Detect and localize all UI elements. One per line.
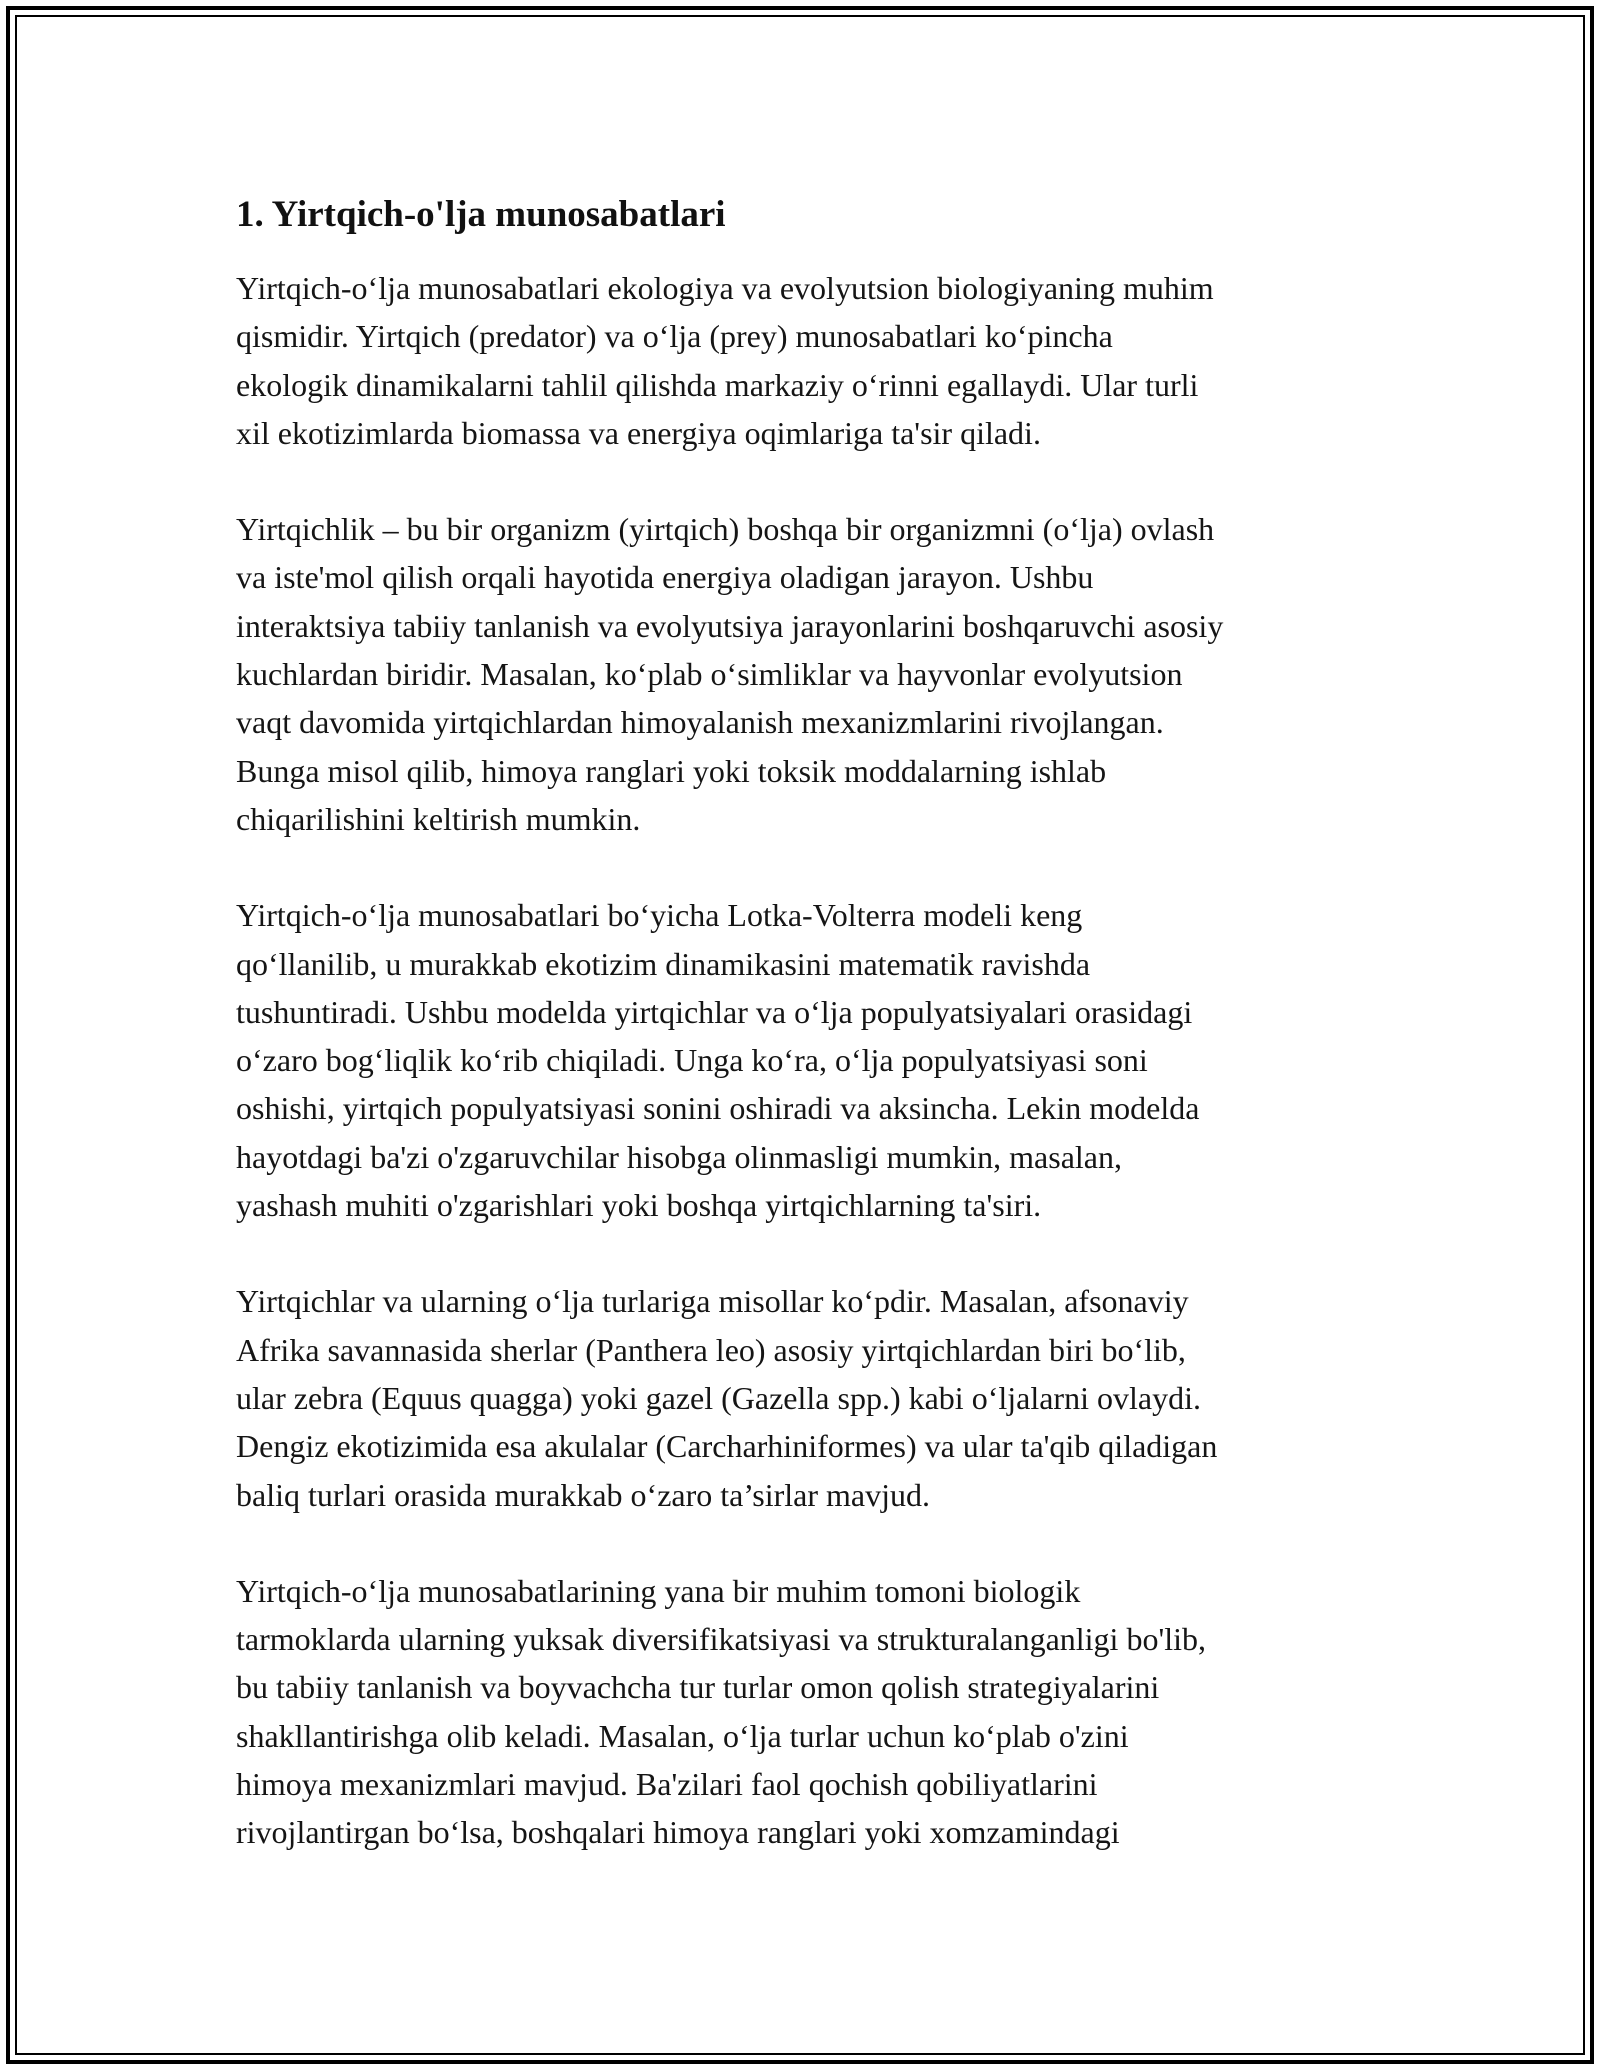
document-body bbox=[236, 190, 1386, 1905]
paragraph-2: Yirtqichlik – bu bir organizm (yirtqich) boshqa bir organizmni (o‘lja) ovlash va iste'mol qilish orqali hayotida energiya oladigan jarayon. Ushbu interaktsiya tabiiy tanlanish va evolyutsiya jarayonlarini boshqaruvchi asosiy kuchlardan biridir. Masalan, ko‘plab o‘simliklar va hayvonlar evolyutsion vaqt davomida yirtqichlardan himoyalanish mexanizmlarini rivojlangan. Bunga misol qilib, himoya ranglari yoki toksik moddalarning ishlab chiqarilishini keltirish mumkin. bbox=[236, 511, 1224, 837]
section-heading: 1. Yirtqich-o'lja munosabatlari bbox=[236, 194, 726, 235]
paragraph-4: Yirtqichlar va ularning o‘lja turlariga misollar ko‘pdir. Masalan, afsonaviy Afrika savannasida sherlar (Panthera leo) asosiy yirtqichlardan biri bo‘lib, ular zebra (Equus quagga) yoki gazel (Gazella spp.) kabi o‘ljalarni ovlaydi. Dengiz ekotizimida esa akulalar (Carcharhiniformes) va ular ta'qib qiladigan baliq turlari orasida murakkab o‘zaro ta’sirlar mavjud. bbox=[236, 1283, 1218, 1513]
paragraph-1: Yirtqich-o‘lja munosabatlari ekologiya va evolyutsion biologiyaning muhim qismidir. Yirtqich (predator) va o‘lja (prey) munosabatlari ko‘pincha ekologik dinamikalarni tahlil qilishda markaziy o‘rinni egallaydi. Ular turli xil ekotizimlarda biomassa va energiya oqimlariga ta'sir qiladi. bbox=[236, 270, 1214, 451]
paragraph-5: Yirtqich-o‘lja munosabatlarining yana bir muhim tomoni biologik tarmoklarda ularning yuksak diversifikatsiyasi va strukturalanganligi bo'lib, bu tabiiy tanlanish va boyvachcha tur turlar omon qolish strategiyalarini shakllantirishga olib keladi. Masalan, o‘lja turlar uchun ko‘plab o'zini himoya mexanizmlari mavjud. Ba'zilari faol qochish qobiliyatlarini rivojlantirgan bo‘lsa, boshqalari himoya ranglari yoki xomzamindagi bbox=[236, 1572, 1206, 1851]
paragraph-3: Yirtqich-o‘lja munosabatlari bo‘yicha Lotka-Volterra modeli keng qo‘llanilib, u murakkab ekotizim dinamikasini matematik ravishda tushuntiradi. Ushbu modelda yirtqichlar va o‘lja populyatsiyalari orasidagi o‘zaro bog‘liqlik ko‘rib chiqiladi. Unga ko‘ra, o‘lja populyatsiyasi soni oshishi, yirtqich populyatsiyasi sonini oshiradi va aksincha. Lekin modelda hayotdagi ba'zi o'zgaruvchilar hisobga olinmasligi mumkin, masalan, yashash muhiti o'zgarishlari yoki boshqa yirtqichlarning ta'siri. bbox=[236, 897, 1200, 1224]
